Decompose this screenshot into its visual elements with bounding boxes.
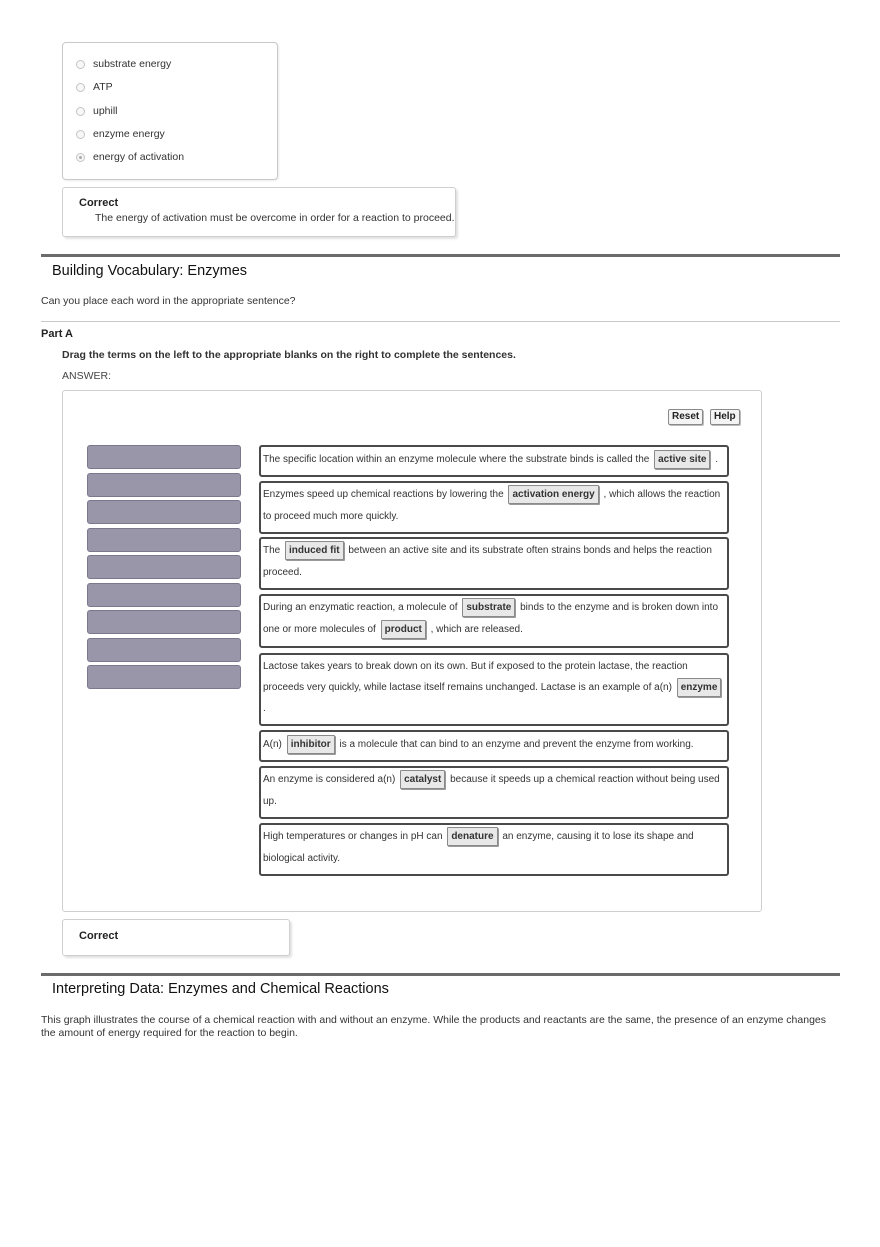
option-label: enzyme energy (93, 128, 165, 140)
sentence-text: . (715, 454, 719, 465)
empty-term-slot[interactable] (87, 445, 241, 469)
feedback-box (62, 187, 456, 237)
drag-drop-panel (62, 390, 762, 912)
radio-button[interactable] (76, 83, 85, 92)
option-energy-of-activation[interactable] (76, 149, 184, 165)
help-button[interactable]: Help (710, 409, 740, 425)
part-label: Part A (41, 328, 73, 340)
sentence-text: binds to the enzyme and is broken down into one or more molecules of (263, 602, 719, 635)
option-enzyme-energy[interactable] (76, 126, 165, 142)
radio-button-selected[interactable] (76, 153, 85, 162)
placed-term-inhibitor[interactable]: inhibitor (287, 735, 335, 754)
sentence-6 (259, 730, 729, 762)
empty-term-slot[interactable] (87, 555, 241, 579)
sentence-7 (259, 766, 729, 819)
feedback-text: The energy of activation must be overcome in order for a reaction to proceed. (95, 212, 455, 224)
sentence-text: A(n) (263, 739, 282, 750)
feedback-title: Correct (79, 197, 119, 209)
radio-button[interactable] (76, 130, 85, 139)
reset-button[interactable]: Reset (668, 409, 703, 425)
option-label: ATP (93, 81, 113, 93)
empty-term-slot[interactable] (87, 610, 241, 634)
section-title: Interpreting Data: Enzymes and Chemical Reactions (52, 981, 389, 997)
radio-button[interactable] (76, 107, 85, 116)
instructions: Drag the terms on the left to the appropriate blanks on the right to complete the sentences. (62, 349, 516, 361)
divider (41, 321, 840, 322)
sentence-text: Enzymes speed up chemical reactions by lowering the (263, 489, 504, 500)
sentence-text: is a molecule that can bind to an enzyme and prevent the enzyme from working. (339, 739, 694, 750)
sentence-8 (259, 823, 729, 876)
answer-options-box (62, 42, 278, 180)
empty-term-slot[interactable] (87, 500, 241, 524)
sentence-2 (259, 481, 729, 534)
empty-term-slot[interactable] (87, 473, 241, 497)
sentence-text: The specific location within an enzyme molecule where the substrate binds is called the (263, 454, 650, 465)
sentence-3 (259, 537, 729, 590)
section-divider (41, 973, 840, 976)
sentence-text: between an active site and its substrate often strains bonds and helps the reaction proceed. (263, 545, 712, 578)
option-label: energy of activation (93, 151, 185, 163)
option-atp[interactable] (76, 79, 113, 95)
sentence-text: because it speeds up a chemical reaction without being used up. (263, 774, 720, 807)
sentence-text: High temperatures or changes in pH can (263, 831, 443, 842)
option-label: uphill (93, 105, 118, 117)
sentence-text: an enzyme, causing it to lose its shape and biological activity. (263, 831, 694, 864)
placed-term-substrate[interactable]: substrate (462, 598, 515, 617)
option-uphill[interactable] (76, 103, 118, 119)
empty-term-slot[interactable] (87, 583, 241, 607)
section-intro: Can you place each word in the appropriate sentence? (41, 295, 296, 307)
empty-term-slot[interactable] (87, 665, 241, 689)
empty-term-slot[interactable] (87, 638, 241, 662)
radio-button[interactable] (76, 60, 85, 69)
empty-term-slot[interactable] (87, 528, 241, 552)
placed-term-product[interactable]: product (381, 620, 426, 639)
sentence-5 (259, 653, 729, 726)
sentence-1 (259, 445, 729, 477)
sentence-text: , which allows the reaction to proceed much more quickly. (263, 489, 721, 522)
placed-term-enzyme[interactable]: enzyme (677, 678, 722, 697)
section-title: Building Vocabulary: Enzymes (52, 263, 248, 279)
sentence-4 (259, 594, 729, 648)
sentence-text: Lactose takes years to break down on its own. But if exposed to the protein lactase, the reaction proceeds very quickly, while lactase itself remains unchanged. Lactase is an example of a(n) (263, 661, 688, 693)
feedback-box (62, 919, 290, 956)
feedback-title: Correct (79, 930, 119, 942)
placed-term-catalyst[interactable]: catalyst (400, 770, 445, 789)
option-substrate-energy[interactable] (76, 56, 171, 72)
placed-term-active-site[interactable]: active site (654, 450, 710, 469)
sentence-text: . (263, 703, 266, 714)
sentence-text: The (263, 545, 281, 556)
sentence-text: An enzyme is considered a(n) (263, 774, 396, 785)
sentence-text: During an enzymatic reaction, a molecule of (263, 602, 458, 613)
placed-term-activation-energy[interactable]: activation energy (508, 485, 598, 504)
section-divider (41, 254, 840, 257)
section-intro: This graph illustrates the course of a chemical reaction with and without an enzyme. While the products and reactants are the same, the presence of an enzyme changes the amount of energy required for the reaction to begin. (41, 1014, 827, 1039)
answer-label: ANSWER: (62, 370, 112, 382)
option-label: substrate energy (93, 58, 172, 70)
placed-term-denature[interactable]: denature (447, 827, 497, 846)
sentence-text: , which are released. (430, 624, 523, 635)
placed-term-induced-fit[interactable]: induced fit (285, 541, 344, 560)
